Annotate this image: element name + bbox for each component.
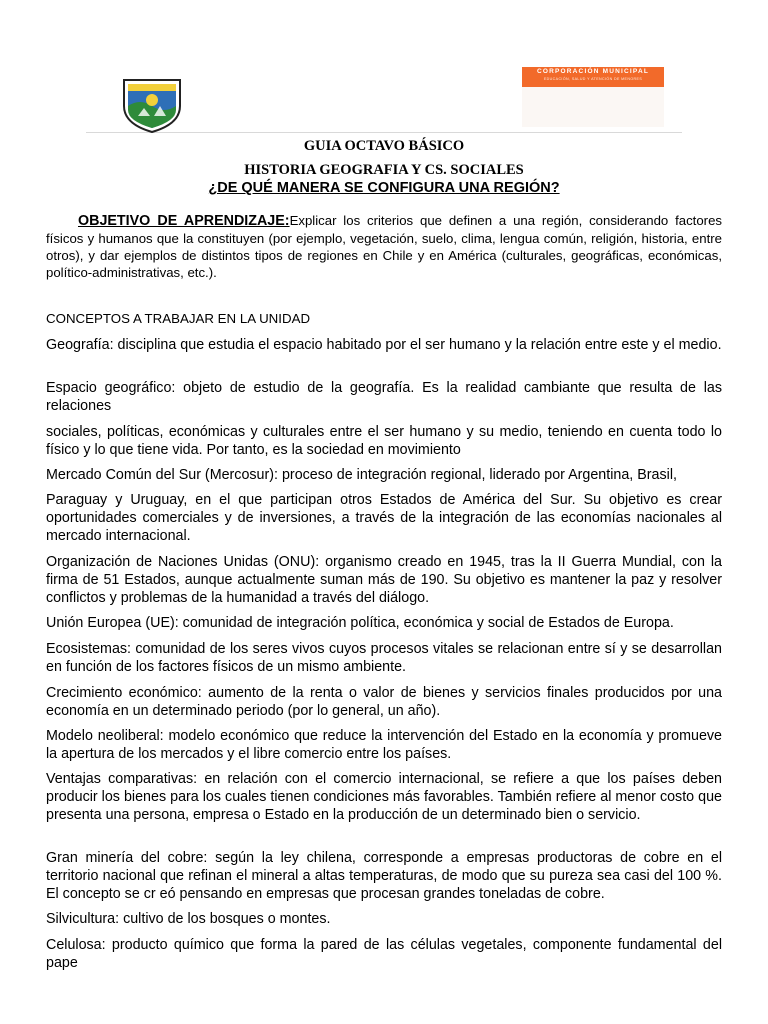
concept-item: Organización de Naciones Unidas (ONU): organismo creado en 1945, tras la II Guerra Mundial, con la firma de 51 Estados, aunque actualmente suman más de 190. Su objetivo es mantener la paz y resolver conflictos y problemas de la humanidad a través del diálogo. xyxy=(46,554,722,606)
objective-text: Explicar los criterios que definen a una región, considerando factores físicos y humanos que la constituyen (por ejemplo, vegetación, suelo, clima, lengua común, religión, historia, entre otros), y dar ejemplos de distintos tipos de regiones en Chile y en América (culturales, geográficas, económicas, político-administrativas, etc.). xyxy=(46,213,723,280)
concept-item: Mercado Común del Sur (Mercosur): proceso de integración regional, liderado por Argentina, Brasil, xyxy=(46,467,677,483)
concept-item: sociales, políticas, económicas y culturales entre el ser humano y su medio, teniendo en cuenta todo lo físico y lo que tiene vida. Por tanto, es la sociedad en movimiento xyxy=(46,424,722,458)
learning-objective xyxy=(46,212,722,281)
letterhead xyxy=(86,62,682,133)
concept-item: Ventajas comparativas: en relación con el comercio internacional, se refiere a que los países deben producir los bienes para los cuales tienen condiciones más favorables. También refiere al menor costo que presenta una persona, empresa o Estado en la producción de un determinado bien o servicio. xyxy=(46,771,722,823)
school-crest-icon xyxy=(120,76,184,134)
concept-item: Ecosistemas: comunidad de los seres vivos cuyos procesos vitales se relacionan entre sí y se desarrollan en función de los factores físicos de un mismo ambiente. xyxy=(46,641,722,675)
guiding-question: ¿DE QUÉ MANERA SE CONFIGURA UNA REGIÓN? xyxy=(208,180,560,196)
concepts-heading: CONCEPTOS A TRABAJAR EN LA UNIDAD xyxy=(46,311,311,326)
concept-item: Geografía: disciplina que estudia el espacio habitado por el ser humano y la relación entre este y el medio. xyxy=(46,337,722,353)
banner-subtitle: EDUCACIÓN, SALUD Y ATENCIÓN DE MENORES xyxy=(543,77,643,81)
concept-item: Celulosa: producto químico que forma la pared de las células vegetales, componente fundamental del pape xyxy=(46,937,722,971)
banner-title: CORPORACIÓN MUNICIPAL xyxy=(536,68,650,75)
concept-item: Unión Europea (UE): comunidad de integración política, económica y social de Estados de Europa. xyxy=(46,615,674,631)
concept-item: Gran minería del cobre: según la ley chilena, corresponde a empresas productoras de cobre en el territorio nacional que refinan el mineral a altas temperaturas, de modo que su pureza sea casi del 100 %. El concepto se cr eó pensando en empresas que procesan grandes toneladas de cobre. xyxy=(46,850,722,902)
concept-item: Crecimiento económico: aumento de la renta o valor de bienes y servicios finales producidos por una economía en un determinado periodo (por lo general, un año). xyxy=(46,685,722,719)
banner-logo-area xyxy=(522,87,664,127)
subject-title: HISTORIA GEOGRAFIA Y CS. SOCIALES xyxy=(244,162,524,178)
concept-item: Paraguay y Uruguay, en el que participan otros Estados de América del Sur. Su objetivo es crear oportunidades comerciales y de inversiones, a través de la integración de las economías nacionales al mercado internacional. xyxy=(46,492,722,544)
guide-title: GUIA OCTAVO BÁSICO xyxy=(303,138,465,154)
corporation-banner xyxy=(522,67,664,87)
concept-item: Modelo neoliberal: modelo económico que reduce la intervención del Estado en la economía y promueve la apertura de los mercados y el libre comercio entre los países. xyxy=(46,728,722,762)
concept-item: Silvicultura: cultivo de los bosques o montes. xyxy=(46,911,331,927)
concept-item: Espacio geográfico: objeto de estudio de la geografía. Es la realidad cambiante que resulta de las relaciones xyxy=(46,380,722,414)
objective-label: OBJETIVO DE APRENDIZAJE: xyxy=(78,213,290,229)
